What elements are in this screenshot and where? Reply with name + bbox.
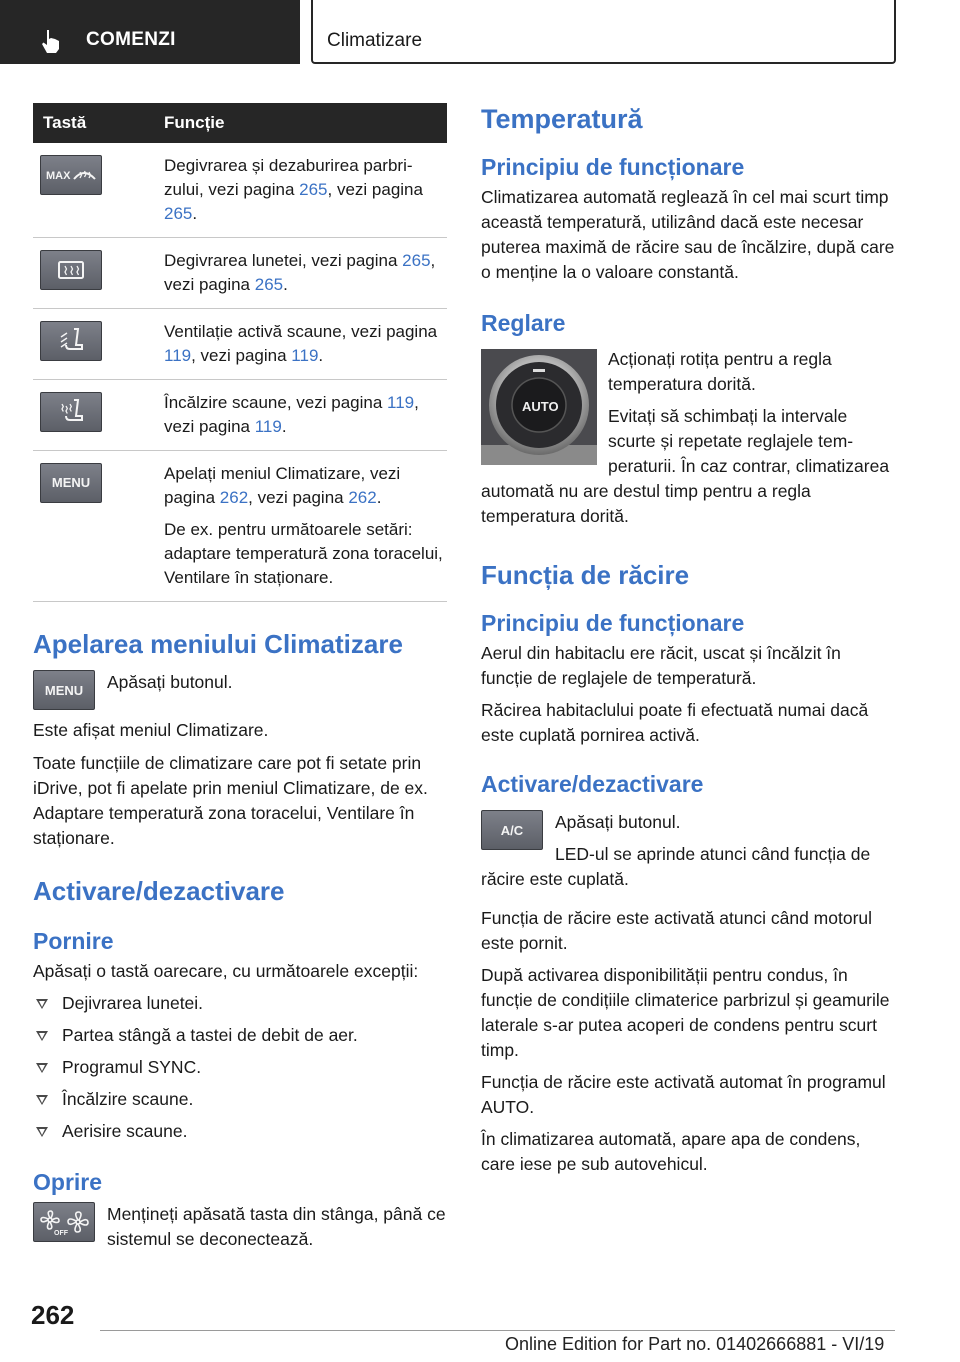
cooling-text-3: Funcția de răcire este activată atunci când motorul este pornit. — [481, 908, 873, 953]
temperature-heading: Temperatură — [481, 104, 643, 134]
menu-heading: Apelarea meniului Climatizare — [33, 629, 403, 659]
adjust-text-1: Acționați rotița pentru a regla temperatura dorită. — [608, 349, 832, 394]
menu-button-icon: MENU — [40, 463, 102, 503]
off-heading: Oprire — [33, 1169, 103, 1195]
table-header-function: Funcție — [164, 103, 447, 143]
menu-instruction: MENU Apăsați butonul. — [33, 670, 447, 710]
page-link[interactable]: 119 — [291, 346, 319, 365]
max-defrost-icon — [40, 155, 102, 195]
activation-heading: Activare/dezactivare — [33, 876, 285, 906]
list-item: Aerisire scaune. — [33, 1119, 447, 1144]
exceptions-list — [33, 991, 447, 1144]
principle-heading: Principiu de funcționare — [481, 154, 745, 180]
table-header-key: Tastă — [33, 103, 164, 143]
ac-led-text: LED-ul se aprinde atunci când funcția de răcire este cuplată. — [481, 844, 871, 889]
fan-off-icon — [33, 1202, 95, 1242]
right-column — [481, 103, 895, 1177]
page-link[interactable]: 119 — [254, 417, 282, 436]
list-item: Partea stângă a tastei de debit de aer. — [33, 1023, 447, 1048]
page-link[interactable]: 119 — [387, 393, 415, 412]
footer-divider — [100, 1330, 895, 1331]
page-link[interactable]: 262 — [348, 488, 377, 507]
chapter-tab[interactable] — [0, 0, 300, 64]
menu-button-icon: MENU — [33, 670, 95, 710]
cooling-text-1: Aerul din habitaclu ere răcit, uscat și încălzit în funcție de reglajele de temperatură. — [481, 643, 841, 688]
ac-button-icon: A/C — [481, 810, 543, 850]
edition-text: Online Edition for Part no. 01402666881 - VI/19 — [505, 1334, 885, 1354]
cooling-text-4: După activarea disponibilității pentru condus, în funcție de condițiile climaterice parbrizul și geamurile laterale s-ar putea acoperi de condens pentru scurt timp. — [481, 965, 890, 1060]
seat-ventilation-icon — [40, 321, 102, 361]
svg-text:MAX: MAX — [46, 170, 71, 182]
rear-defrost-icon — [40, 250, 102, 290]
menu-text-2: Toate funcțiile de climatizare care pot fi setate prin iDrive, pot fi apelate prin meniul Climatizare, de ex. Adaptare temperatură zona toracelui, Ventilare în staționare. — [33, 753, 428, 848]
knob-label: AUTO — [522, 399, 559, 414]
on-intro: Apăsați o tastă oarecare, cu următoarele excepții: — [33, 961, 419, 981]
adjust-text-2: Evitați să schimbați la intervale scurte și repetate reglajele temperaturii. În caz contrar, climatizarea automată nu are destul timp pentru a regla temperatura dorită. — [481, 406, 890, 526]
page-link[interactable]: 265 — [164, 204, 193, 223]
cooling-text-6: În climatizarea automată, apare apa de condens, care iese pe sub autovehicul. — [481, 1129, 861, 1174]
page-link[interactable]: 262 — [219, 488, 249, 507]
list-item: Încălzire scaune. — [33, 1087, 447, 1112]
table-row: Încălzire scaune, vezi pagina 119, vezi pagina 119. — [33, 380, 447, 451]
table-header-row — [33, 103, 447, 143]
page-link[interactable]: 265 — [402, 251, 431, 270]
page-link[interactable]: 119 — [164, 346, 192, 365]
page-link[interactable]: 265 — [299, 180, 328, 199]
keys-table — [33, 103, 447, 602]
menu-text-1: Este afișat meniul Climatizare. — [33, 720, 269, 740]
cooling-principle-heading: Principiu de funcționare — [481, 610, 745, 636]
list-item: Dejivrarea lunetei. — [33, 991, 447, 1016]
svg-text:OFF: OFF — [54, 1230, 68, 1237]
table-row: Ventilație activă scaune, vezi pagina 119, vezi pagina 119. — [33, 309, 447, 380]
principle-text: Climatizarea automată reglează în cel mai scurt timp această temperatură, utilizând dacă este necesar puterea maximă de răcire sau de încălzire, după care o menține la o valoare constantă. — [481, 187, 895, 282]
hand-pointer-icon — [40, 28, 62, 54]
page-link[interactable]: 265 — [254, 275, 284, 294]
table-row: MENU Apelați meniul Climatizare, vezi pagina 262, vezi pagina 262. De ex. pentru următoarele setări: adaptare temperatură zona toracelui, Ventilare în staționare. — [33, 451, 447, 602]
table-row: MAX Degivrarea și dezaburirea parbrizului, vezi pagina 265, vezi pagina 265. — [33, 143, 447, 238]
table-row: Degivrarea lunetei, vezi pagina 265, vezi pagina 265. — [33, 238, 447, 309]
page-header — [0, 0, 960, 66]
page-number: 262 — [31, 1300, 75, 1330]
cooling-text-5: Funcția de răcire este activată automat în programul AUTO. — [481, 1072, 886, 1117]
temperature-knob-image — [481, 349, 597, 465]
cooling-text-2: Răcirea habitaclului poate fi efectuată numai dacă este cuplată pornirea activă. — [481, 700, 869, 745]
ac-press-text: Apăsați butonul. — [555, 812, 681, 832]
seat-heating-icon — [40, 392, 102, 432]
list-item: Programul SYNC. — [33, 1055, 447, 1080]
chapter-title: COMENZI — [86, 29, 176, 50]
on-heading: Pornire — [33, 928, 114, 954]
cooling-activation-heading: Activare/dezactivare — [481, 771, 704, 797]
adjust-heading: Reglare — [481, 310, 566, 336]
off-instruction: OFF Mențineți apăsată tasta din stânga, până ce sistemul se deconectează. — [33, 1202, 447, 1252]
left-column — [33, 103, 447, 1252]
section-tab[interactable] — [311, 0, 896, 64]
cooling-heading: Funcția de răcire — [481, 560, 690, 590]
section-title: Climatizare — [327, 30, 423, 51]
